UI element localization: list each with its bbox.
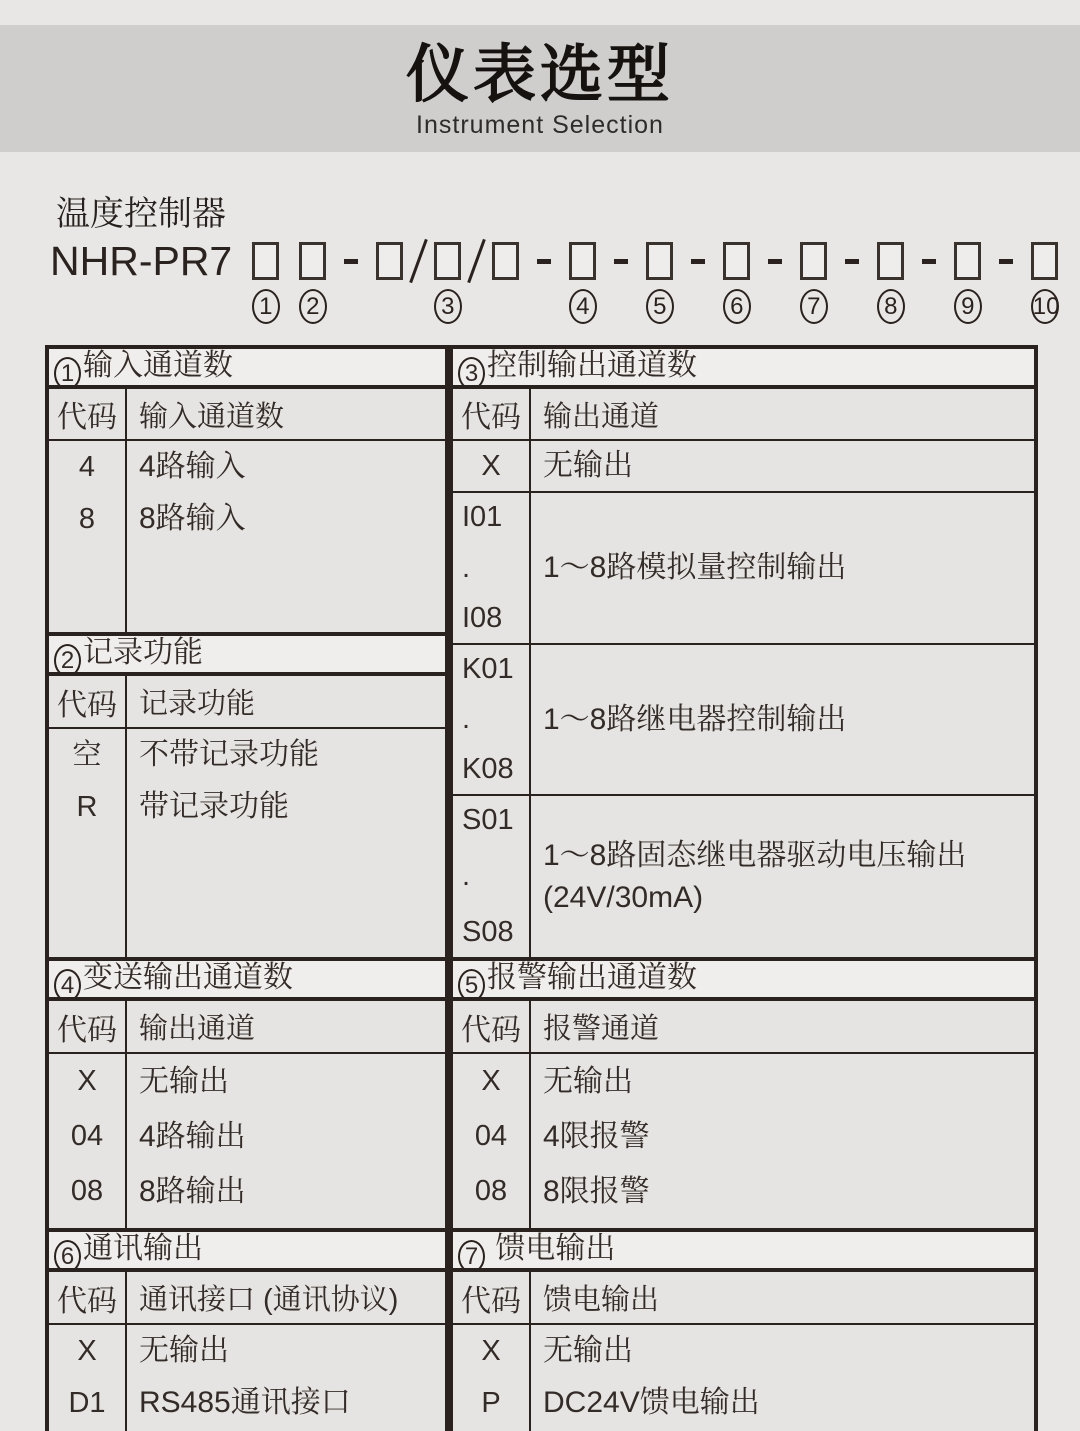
- code-description: [531, 441, 1034, 491]
- model-code-box-7: [646, 242, 673, 320]
- section-title: 控制输出通道数: [487, 349, 697, 382]
- model-code-box-2: [299, 242, 326, 320]
- table-row: [453, 491, 1034, 643]
- section-feed-power-output: [453, 1228, 1034, 1431]
- section-title: 变送输出通道数: [83, 961, 293, 994]
- code-description: 4限报警: [543, 1120, 650, 1153]
- desc-cells: [531, 1325, 1034, 1431]
- model-code-line: [50, 237, 1068, 320]
- code-cells: [49, 1325, 127, 1431]
- code-cells: [49, 441, 127, 632]
- code-description: [531, 493, 1034, 643]
- code-cells: [49, 729, 127, 957]
- model-code-box-6: [569, 242, 596, 320]
- table-row: [453, 441, 1034, 491]
- code-column-header: 代码: [49, 1272, 127, 1323]
- position-number-6: 6: [723, 289, 751, 324]
- table-row: [453, 643, 1034, 794]
- circled-number-icon: 7: [458, 1240, 485, 1272]
- code-value: 08: [474, 1175, 508, 1207]
- section-header: [453, 961, 1034, 1001]
- section-title: 记录功能: [83, 636, 203, 669]
- dash-separator: [691, 259, 705, 264]
- desc-cells: [127, 1325, 445, 1431]
- code-range-cell: [453, 796, 531, 957]
- model-code-box-1: [252, 242, 279, 320]
- page-subtitle: Instrument Selection: [416, 111, 664, 139]
- code-range-end: K08: [462, 753, 514, 785]
- section-title: 报警输出通道数: [487, 961, 697, 994]
- model-code-box-3: [376, 242, 403, 280]
- dash-separator: [768, 259, 782, 264]
- desc-line-2: (24V/30mA): [543, 880, 704, 914]
- code-cells: [453, 1054, 531, 1228]
- code-description: 带记录功能: [139, 790, 289, 823]
- code-value: 04: [70, 1120, 104, 1152]
- desc-column-header: 通讯接口 (通讯协议): [139, 1284, 399, 1316]
- code-description: 无输出: [543, 1334, 633, 1367]
- code-description: 8限报警: [543, 1175, 650, 1208]
- code-column-header: 代码: [453, 1272, 531, 1323]
- code-description: 4路输入: [139, 450, 246, 483]
- model-code-box-5: [492, 242, 519, 280]
- table-row: [453, 794, 1034, 957]
- dash-separator: [845, 259, 859, 264]
- section-input-channels: [49, 349, 445, 632]
- desc-line: 1～8路继电器控制输出: [543, 702, 847, 736]
- selection-table-right-column: [449, 345, 1038, 1431]
- dash-separator: [344, 259, 358, 264]
- code-value: P: [481, 1387, 501, 1419]
- position-number-5: 5: [646, 289, 674, 324]
- column-header-row: [49, 1001, 445, 1054]
- section-header: [453, 349, 1034, 389]
- code-value: X: [481, 1065, 501, 1097]
- code-description: DC24V馈电输出: [543, 1386, 760, 1419]
- section-body: [49, 1325, 445, 1431]
- code-value: R: [76, 791, 98, 823]
- model-code-box-12: [1031, 242, 1060, 320]
- code-description: 8路输出: [139, 1175, 246, 1208]
- model-code-box-10: [877, 242, 904, 320]
- model-prefix: NHR-PR7: [50, 237, 233, 284]
- code-column-header: 代码: [49, 1001, 127, 1052]
- column-header-row: [49, 389, 445, 441]
- section-header: [49, 349, 445, 389]
- code-range-cell: [453, 493, 531, 643]
- position-number-9: 9: [954, 289, 982, 324]
- position-number-1: 1: [252, 289, 280, 324]
- code-range-start: S01: [462, 804, 514, 836]
- product-category: 温度控制器: [56, 195, 226, 233]
- section-header: [49, 1232, 445, 1272]
- desc-column-header: 馈电输出: [543, 1284, 660, 1316]
- code-column-header: 代码: [49, 676, 127, 727]
- code-description: 无输出: [139, 1065, 229, 1098]
- code-value: X: [481, 1335, 501, 1367]
- desc-column-header: 记录功能: [139, 688, 256, 720]
- position-number-2: 2: [299, 289, 327, 324]
- section-body: [49, 729, 445, 957]
- column-header-row: [49, 676, 445, 729]
- column-header-row: [453, 389, 1034, 441]
- model-code-box-9: [800, 242, 827, 320]
- desc-line: 1～8路模拟量控制输出: [543, 551, 847, 584]
- column-header-row: [49, 1272, 445, 1325]
- slash-separator: [409, 239, 428, 283]
- code-value: X: [77, 1065, 97, 1097]
- circled-number-icon: 6: [54, 1240, 81, 1272]
- desc-cells: [127, 729, 445, 957]
- desc-cells: [127, 441, 445, 632]
- code-range-end: I08: [462, 602, 503, 634]
- code-description: 不带记录功能: [139, 738, 319, 771]
- section-control-output-channels: [453, 349, 1034, 957]
- position-number-4: 4: [569, 289, 597, 324]
- section-title: 输入通道数: [83, 349, 233, 382]
- desc-line: 1～8路固态继电器驱动电压输出: [543, 838, 967, 872]
- code-cells: [453, 1325, 531, 1431]
- code-range-dot: .: [462, 703, 471, 735]
- position-number-3: 3: [434, 289, 462, 324]
- code-description: 无输出: [139, 1334, 229, 1367]
- code-description: 4路输出: [139, 1120, 246, 1153]
- section-body: [453, 1325, 1034, 1431]
- desc-column-header: 输出通道: [543, 400, 660, 433]
- code-range-end: S08: [462, 916, 514, 948]
- code-range-start: K01: [462, 653, 514, 685]
- desc-cells: [531, 1054, 1034, 1228]
- section-body: [49, 441, 445, 632]
- section-alarm-output-channels: [453, 957, 1034, 1228]
- position-number-10: 10: [1031, 289, 1059, 324]
- code-column-header: 代码: [453, 389, 531, 439]
- column-header-row: [453, 1001, 1034, 1054]
- dash-separator: [922, 259, 936, 264]
- model-code-box-4: [434, 242, 461, 320]
- section-title: 通讯输出: [83, 1232, 203, 1265]
- code-column-header: 代码: [49, 389, 127, 439]
- code-description: 8路输入: [139, 502, 246, 535]
- code-description: [531, 645, 1034, 794]
- desc-column-header: 报警通道: [543, 1013, 660, 1045]
- code-value: 空: [72, 739, 102, 771]
- desc-column-header: 输出通道: [139, 1013, 256, 1045]
- code-range-dot: .: [462, 860, 471, 892]
- code-description: 无输出: [543, 1065, 633, 1098]
- code-value: 04: [474, 1120, 508, 1152]
- section-body: [453, 1054, 1034, 1228]
- section-retransmission-output-channels: [49, 957, 445, 1228]
- selection-table-left-column: [45, 345, 449, 1431]
- dash-separator: [999, 259, 1013, 264]
- model-code-box-11: [954, 242, 981, 320]
- dash-separator: [614, 259, 628, 264]
- circled-number-icon: 4: [54, 969, 81, 1001]
- slash-separator: [467, 239, 486, 283]
- code-value: X: [77, 1335, 97, 1367]
- circled-number-icon: 1: [54, 357, 81, 389]
- section-header: [49, 636, 445, 676]
- code-range-dot: .: [462, 551, 471, 584]
- dash-separator: [537, 259, 551, 264]
- code-value: X: [453, 441, 531, 491]
- circled-number-icon: 2: [54, 644, 81, 676]
- section-title: 馈电输出: [487, 1232, 616, 1265]
- circled-number-icon: 3: [458, 357, 485, 389]
- code-range-cell: [453, 645, 531, 794]
- code-value: 08: [70, 1175, 104, 1207]
- position-number-7: 7: [800, 289, 828, 324]
- code-description: RS485通讯接口: [139, 1386, 351, 1419]
- model-code-box-8: [723, 242, 750, 320]
- desc-column-header: 输入通道数: [139, 400, 285, 433]
- code-value: 8: [78, 503, 96, 535]
- code-value: D1: [68, 1387, 106, 1419]
- desc-line: 无输出: [543, 449, 633, 482]
- code-cells: [49, 1054, 127, 1228]
- code-value: 4: [78, 451, 96, 483]
- position-number-8: 8: [877, 289, 905, 324]
- desc-cells: [127, 1054, 445, 1228]
- code-range-start: I01: [462, 501, 503, 533]
- page-title: 仪表选型: [406, 40, 674, 110]
- page-banner: [0, 25, 1080, 152]
- section-communication-output: [49, 1228, 445, 1431]
- column-header-row: [453, 1272, 1034, 1325]
- section-body: [49, 1054, 445, 1228]
- section-header: [49, 961, 445, 1001]
- circled-number-icon: 5: [458, 969, 485, 1001]
- code-column-header: 代码: [453, 1001, 531, 1052]
- section-header: [453, 1232, 1034, 1272]
- code-description: [531, 796, 1034, 957]
- section-record-function: [49, 632, 445, 957]
